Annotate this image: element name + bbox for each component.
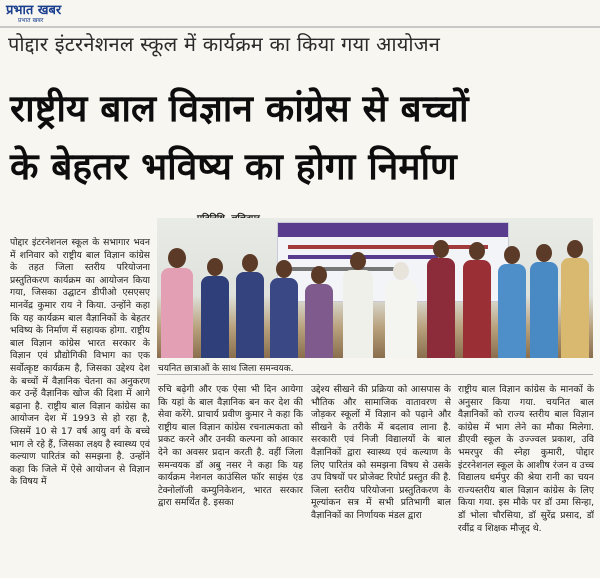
person-figure (199, 258, 231, 358)
top-rule (0, 26, 600, 28)
article-column-2 (158, 384, 303, 572)
person-figure (269, 260, 299, 358)
banner-strip (278, 223, 508, 237)
logo-tagline: प्रभात खबर (18, 17, 44, 24)
article-column-3 (311, 384, 451, 572)
banner-line (288, 245, 488, 249)
person-figure (529, 244, 559, 358)
person-figure (559, 240, 591, 358)
caption-rule (157, 374, 593, 375)
person-figure (425, 240, 457, 358)
article-kicker: पोद्दार इंटरनेशनल स्कूल में कार्यक्रम का किया गया आयोजन (8, 32, 441, 56)
headline-line-1: राष्ट्रीय बाल विज्ञान कांग्रेस से बच्चों (10, 87, 469, 130)
column-text: पोद्दार इंटरनेशनल स्कूल के सभागार भवन में शनिवार को राष्ट्रीय बाल विज्ञान कांग्रेस के तहत जिला स्तरीय परियोजना प्रस्तुतिकरण कार्यक्रम का आयोजन किया गया, जिसका उद्घाटन डीपीओ एसएसए मानवेंद्र कुमार राय ने किया. उन्होंने कहा कि यह कार्यक्रम बाल वैज्ञानिकों के बेहतर भविष्य के निर्माण में सहायक होगा. राष्ट्रीय बाल विज्ञान कांग्रेस भारत सरकार के विज्ञान एवं प्रौद्योगिकी विभाग का एक सर्वोत्कृष्ट कार्यक्रम है, जिसका उद्देश्य देश के बच्चों में वैज्ञानिक चेतना का अनुकरण कर उन्हें वैज्ञानिक खोज की दिशा में आगे बढ़ाना है. राष्ट्रीय बाल विज्ञान कांग्रेस का आयोजन देश में 1993 से हो रहा है, जिसमें 10 से 17 वर्ष आयु वर्ग के बच्चे भाग ले रहे हैं, जिसका लक्ष्य है स्वास्थ्य एवं कल्याण पारितंत्र को समझना है. उन्होंने कहा कि जिले में ऐसे आयोजन से विज्ञान के विषय में (10, 237, 150, 488)
column-text: उद्देश्य सीखने की प्रक्रिया को आसपास के भौतिक और सामाजिक वातावरण से जोड़कर स्कूलों में विज्ञान को पढ़ाने और सीखने के तरीके में बदलाव लाना है. सरकारी एवं निजी विद्यालयों के बाल वैज्ञानिकों द्वारा स्वास्थ्य एवं कल्याण के लिए पारितंत्र को समझना विषय से उसके उप विषयों पर प्रोजेक्ट रिपोर्ट प्रस्तुत की है. जिला स्तरीय परियोजना प्रस्तुतिकरण के मूल्यांकन सत्र में सभी प्रतिभागी बाल वैज्ञानिकों का निर्णायक मंडल द्वारा (311, 384, 451, 521)
masthead-logo (6, 4, 61, 26)
person-figure (235, 254, 265, 358)
person-figure (497, 246, 527, 358)
article-column-4 (458, 384, 594, 572)
logo-text: प्रभात खबर (6, 3, 62, 18)
column-text: रुचि बढ़ेगी और एक ऐसा भी दिन आयेगा कि यहां के बाल वैज्ञानिक बन कर देश की सेवा करेंगे. प्राचार्य प्रवीण कुमार ने कहा कि राष्ट्रीय बाल विज्ञान कांग्रेस रचनात्मकता को प्रकट करने और उनकी कल्पना को आकार देने का अवसर प्रदान करती है. वहीं जिला समन्वयक डॉ अबु नसर ने कहा कि यह कार्यक्रम नेशनल काउंसिल फॉर साइंस एंड टेक्नोलॉजी कम्युनिकेशन, भारत सरकार द्वारा समर्थित है. इसका (158, 384, 303, 509)
headline-line-2: के बेहतर भविष्य का होगा निर्माण (10, 145, 457, 188)
person-figure (341, 252, 375, 358)
person-figure (383, 262, 419, 358)
person-figure (461, 242, 493, 358)
article-photo (157, 218, 593, 358)
article-column-left (10, 237, 150, 571)
column-text: राष्ट्रीय बाल विज्ञान कांग्रेस के मानकों के अनुसार किया गया. चयनित बाल वैज्ञानिकों को राज्य स्तरीय बाल विज्ञान कांग्रेस में भाग लेने का मौका मिलेगा. डीएवी स्कूल के उज्ज्वल प्रकाश, उवि भमरपुर की स्नेहा कुमारी, पोद्दार इंटरनेशनल स्कूल के आशीष रंजन व उच्च विद्यालय धर्मपुर की श्रेया रानी का चयन राज्यस्तरीय बाल विज्ञान कांग्रेस के लिए किया गया. इस मौके पर डॉ उमा सिन्हा, डॉ भोला चौरसिया, डॉ सुरेंद्र प्रसाद, डॉ रवींद्र व शिक्षक मौजूद थे. (458, 384, 594, 534)
person-figure (303, 266, 335, 358)
person-figure (159, 248, 195, 358)
photo-caption: चयनित छात्राओं के साथ जिला समन्वयक. (158, 364, 294, 374)
